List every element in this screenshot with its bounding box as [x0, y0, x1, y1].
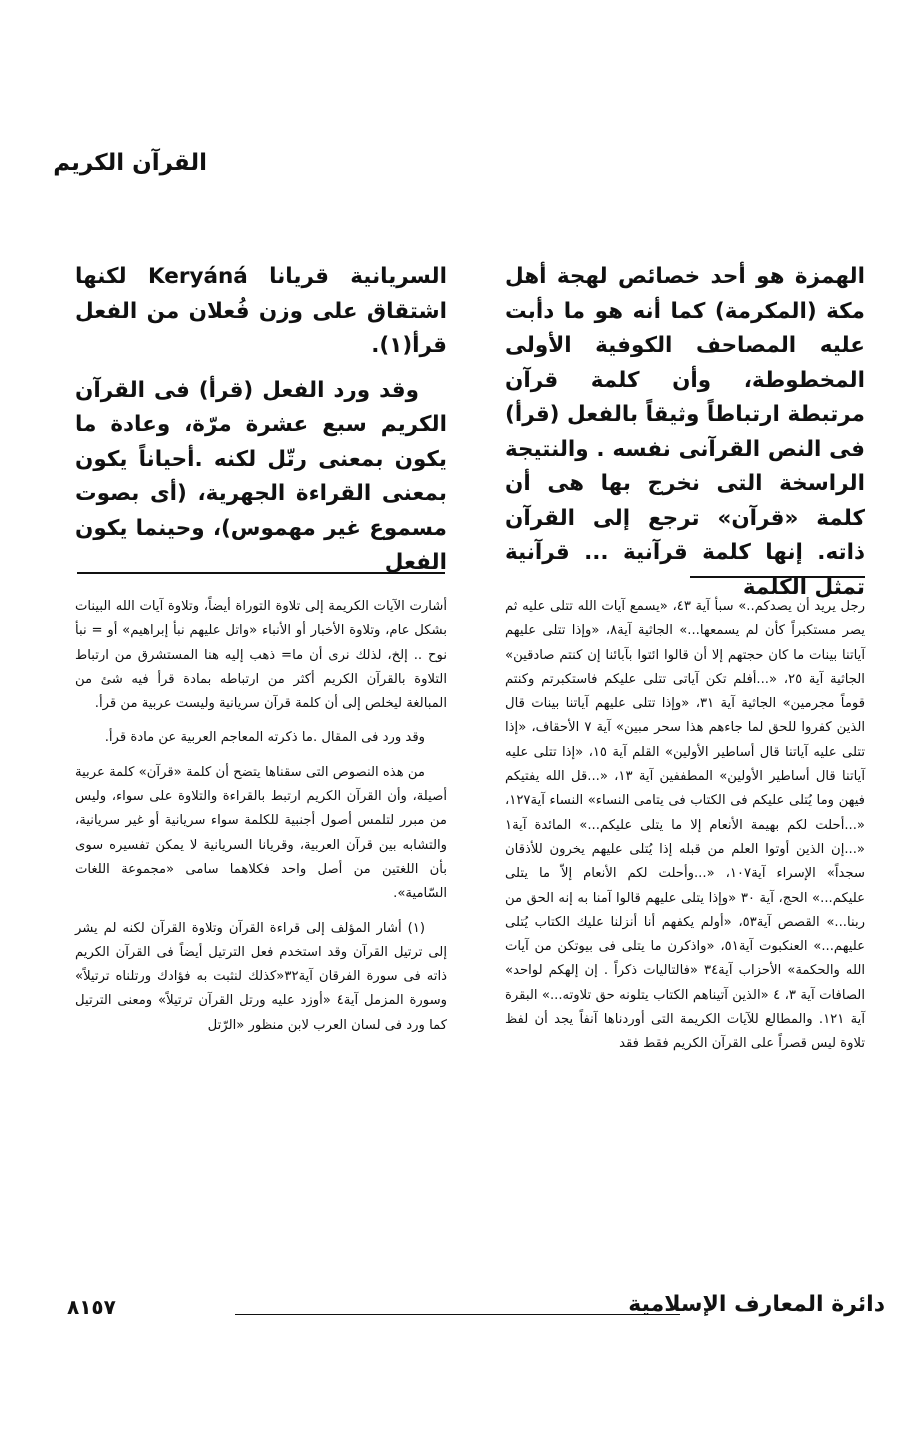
footnote-separator-right [690, 576, 865, 578]
footnote-separator-left [77, 572, 445, 574]
left-column-footnotes [75, 595, 447, 1038]
footnote-paragraph: من هذه النصوص التى سقناها يتضح أن كلمة «قرآن» كلمة عربية أصيلة، وأن القرآن الكريم ارتبط بالقراءة والتلاوة على سواء، وليس من مبرر لتلمس أصول أجنبية للكلمة سواء سريانية أو غير سريانية، والتشابه بين قرآن العربية، وقريانا السريانية لا يمكن تفسيره سوى بأن اللغتين من أصل واحد فكلاهما سامى «مجموعة اللغات السّامية». [75, 764, 447, 902]
footnote-text: رجل يريد أن يصدكم..» سبأ آية ٤٣، «يسمع آيات الله تتلى عليه ثم يصر مستكبراً كأن لم يسمعها...» الجاثية آية٨، «وإذا تتلى عليهم آياتنا بينات ما كان حجتهم إلا أن قالوا ائتوا بآبائنا إن كنتم صادقين» الجاثية آية ٢٥، «...أفلم تكن آياتى تتلى عليكم فاستكبرتم وكنتم قوماً مجرمين» الجاثية آية ٣١، «وإذا تتلى عليهم آياتنا بينات قال الذين كفروا للحق لما جاءهم هذا سحر مبين» آية ٧ الأحقاف، «إذا تتلى عليه آياتنا قال أساطير الأولين» القلم آية ١٥، «إذا تتلى عليه آياتنا قال أساطير الأولين» المطففين آية ١٣، «...قل الله يفتيكم فيهن وما يُتلى عليكم فى الكتاب فى يتامى النساء» النساء آية١٢٧، «...أحلت لكم بهيمة الأنعام إلا ما يتلى عليكم...» المائدة آية١ «...إن الذين أوتوا العلم من قبله إذا يُتلى عليهم يخرون للأذقان سجداً» الإسراء آية١٠٧، «...وأحلت لكم الأنعام إلاّ ما يتلى عليكم...» الحج، آية ٣٠ «وإذا يتلى عليهم قالوا آمنا به إنه الحق من ربنا...» القصص آية٥٣، «أولم يكفهم أنا أنزلنا عليك الكتاب يُتلى عليهم...» العنكبوت آية٥١، «واذكرن ما يتلى فى بيوتكن من آيات الله والحكمة» الأحزاب آية٣٤ «فالتاليات ذكراً . إن إلهكم لواحد» الصافات آية ٣، ٤ «الذين آتيناهم الكتاب يتلونه حق تلاوته...» البقرة آية ١٢١. والمطالع للآيات الكريمة التى أوردناها آنفاً يجد أن لفظ تلاوة ليس قصراً على القرآن الكريم فقط فقد [505, 599, 866, 1052]
footnote-paragraph: وقد ورد فى المقال .ما ذكرته المعاجم العربية عن مادة قرأ. [104, 730, 425, 746]
footer-rule [235, 1314, 680, 1315]
page-number: ٨١٥٧ [67, 1295, 116, 1319]
body-paragraph: السريانية قريانا Keryáná لكنها اشتقاق على وزن فُعلان من الفعل قرأ(١). [75, 264, 447, 358]
running-head: القرآن الكريم [53, 150, 207, 176]
left-column-body [75, 260, 447, 581]
footnote-paragraph: أشارت الآيات الكريمة إلى تلاوة التوراة أيضاً، وتلاوة آيات الله البينات بشكل عام، وتلاوة الأخبار أو الأنباء «واتل عليهم نبأ إبراهيم» أو = نبأ نوح .. إلخ، لذلك نرى أن ما= ذهب إليه هنا المستشرق من ارتباط التلاوة بالقرآن الكريم أكثر من ارتباطه بمادة قرأ فيه شئ من المبالغة ليخلص إلى أن كلمة قرآن سريانية وليست عربية من قرأ. [75, 599, 447, 712]
right-column-footnotes [505, 595, 865, 1057]
right-column-body [505, 260, 865, 605]
footnote-paragraph: (١) أشار المؤلف إلى قراءة القرآن وتلاوة القرآن لكنه لم يشر إلى ترتيل القرآن وقد استخدم فعل الترتيل أيضاً فى القرآن الكريم ذاته فى سورة الفرقان آية٣٢«كذلك لنثبت به فؤادك ورتلناه ترتيلاً» وسورة المزمل آية٤ «أوزد عليه ورتل القرآن ترتيلاً» ومعنى الترتيل كما ورد فى لسان العرب لابن منظور «الرّتل [75, 920, 447, 1033]
body-paragraph: الهمزة هو أحد خصائص لهجة أهل مكة (المكرمة) كما أنه هو ما دأبت عليه المصاحف الكوفية الأولى المخطوطة، وأن كلمة قرآن مرتبطة ارتباطاً وثيقاً بالفعل (قرأ) فى النص القرآنى نفسه . والنتيجة الراسخة التى نخرج بها هى أن كلمة «قرآن» ترجع إلى القرآن ذاته. إنها كلمة قرآنية ... قرآنية تمثل الكلمة [505, 264, 865, 600]
body-paragraph: وقد ورد الفعل (قرأ) فى القرآن الكريم سبع عشرة مرّة، وعادة ما يكون بمعنى رتّل لكنه .أحياناً يكون بمعنى القراءة الجهرية، (أى بصوت مسموع غير مهموس)، وحينما يكون الفعل [75, 377, 447, 575]
footer-title: دائرة المعارف الإسلامية [628, 1292, 885, 1317]
